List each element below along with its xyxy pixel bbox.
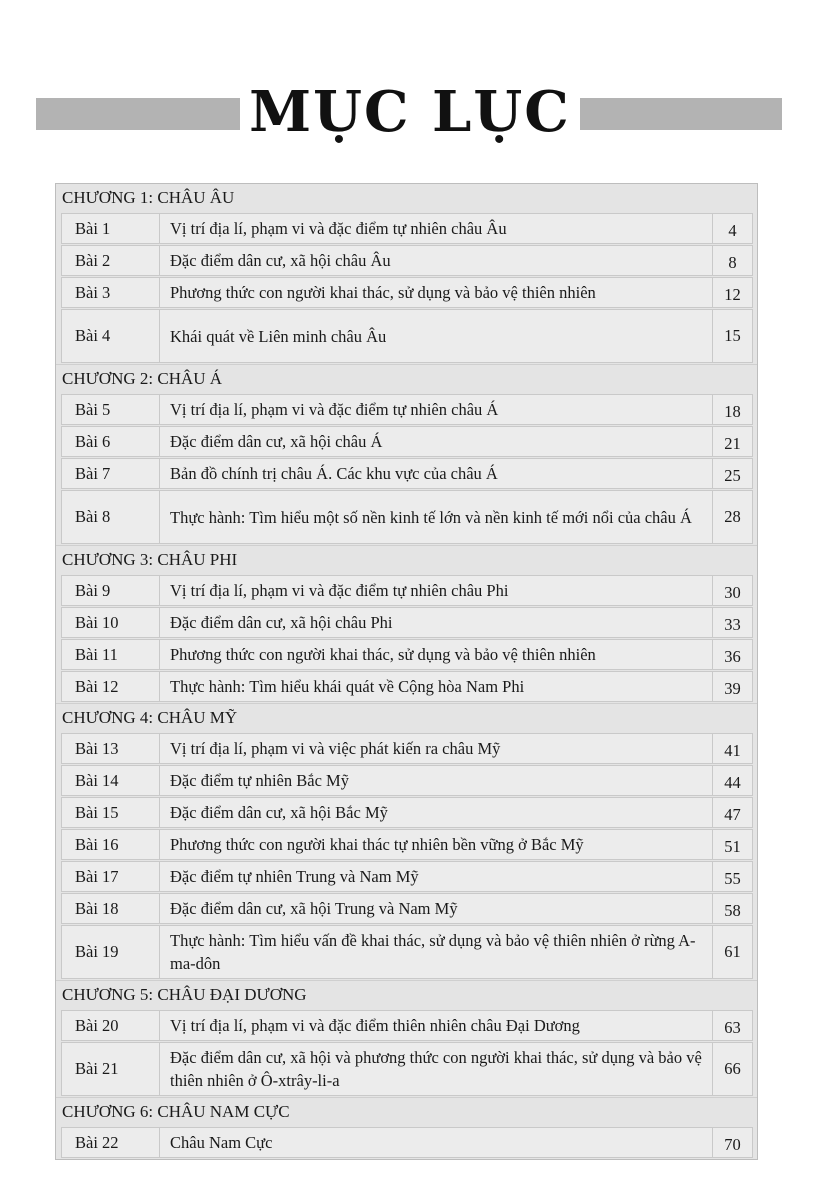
lesson-title: Phương thức con người khai thác, sử dụng và bảo vệ thiên nhiên xyxy=(170,283,596,302)
lesson-row xyxy=(61,309,753,363)
lesson-page: 58 xyxy=(712,894,752,923)
lesson-title: Đặc điểm dân cư, xã hội Trung và Nam Mỹ xyxy=(170,899,458,918)
lesson-label: Bài 9 xyxy=(62,576,160,605)
lesson-page: 28 xyxy=(712,491,752,543)
lesson-label: Bài 15 xyxy=(62,798,160,827)
lesson-page: 63 xyxy=(712,1011,752,1040)
lesson-label: Bài 14 xyxy=(62,766,160,795)
lesson-title: Đặc điểm dân cư, xã hội châu Âu xyxy=(170,251,391,270)
title-bar-right xyxy=(580,98,782,130)
lesson-row xyxy=(61,490,753,544)
lesson-title: Vị trí địa lí, phạm vi và đặc điểm thiên nhiên châu Đại Dương xyxy=(170,1016,580,1035)
lesson-title: Vị trí địa lí, phạm vi và việc phát kiến ra châu Mỹ xyxy=(170,739,501,758)
lesson-label: Bài 4 xyxy=(62,310,160,362)
lesson-label: Bài 20 xyxy=(62,1011,160,1040)
lesson-page: 41 xyxy=(712,734,752,763)
lesson-row xyxy=(61,213,753,244)
lesson-title: Vị trí địa lí, phạm vi và đặc điểm tự nhiên châu Phi xyxy=(170,581,509,600)
lesson-row xyxy=(61,861,753,892)
lesson-label: Bài 10 xyxy=(62,608,160,637)
lesson-label: Bài 2 xyxy=(62,246,160,275)
lesson-title: Khái quát về Liên minh châu Âu xyxy=(170,326,387,346)
lesson-page: 8 xyxy=(712,246,752,275)
page-title: MỤC LỤC xyxy=(249,79,571,145)
lesson-row xyxy=(61,277,753,308)
chapter-heading: CHƯƠNG 3: CHÂU PHI xyxy=(56,545,757,574)
chapter-heading: CHƯƠNG 2: CHÂU Á xyxy=(56,364,757,393)
lesson-title: Vị trí địa lí, phạm vi và đặc điểm tự nhiên châu Âu xyxy=(170,219,507,238)
lesson-page: 12 xyxy=(712,278,752,307)
chapter-heading: CHƯƠNG 4: CHÂU MỸ xyxy=(56,703,757,732)
lesson-label: Bài 19 xyxy=(62,926,160,978)
lesson-title: Vị trí địa lí, phạm vi và đặc điểm tự nhiên châu Á xyxy=(170,400,499,419)
lesson-page: 39 xyxy=(712,672,752,701)
lesson-page: 51 xyxy=(712,830,752,859)
lesson-label: Bài 17 xyxy=(62,862,160,891)
lesson-page: 21 xyxy=(712,427,752,456)
lesson-page: 61 xyxy=(712,926,752,978)
lesson-row xyxy=(61,458,753,489)
lesson-row xyxy=(61,671,753,702)
lesson-page: 47 xyxy=(712,798,752,827)
lesson-label: Bài 22 xyxy=(62,1128,160,1157)
lesson-page: 36 xyxy=(712,640,752,669)
lesson-row xyxy=(61,607,753,638)
lesson-page: 25 xyxy=(712,459,752,488)
lesson-title: Thực hành: Tìm hiểu một số nền kinh tế lớn và nền kinh tế mới nổi của châu Á xyxy=(170,507,692,527)
lesson-row xyxy=(61,829,753,860)
lesson-label: Bài 11 xyxy=(62,640,160,669)
table-of-contents xyxy=(55,183,758,1160)
lesson-page: 55 xyxy=(712,862,752,891)
lesson-row xyxy=(61,1127,753,1158)
lesson-row xyxy=(61,575,753,606)
lesson-title: Đặc điểm tự nhiên Bắc Mỹ xyxy=(170,771,349,790)
lesson-page: 33 xyxy=(712,608,752,637)
lesson-label: Bài 1 xyxy=(62,214,160,243)
title-bar-left xyxy=(36,98,240,130)
lesson-label: Bài 6 xyxy=(62,427,160,456)
lesson-row xyxy=(61,893,753,924)
lesson-title: Châu Nam Cực xyxy=(170,1133,273,1152)
lesson-row xyxy=(61,765,753,796)
lesson-row xyxy=(61,1010,753,1041)
lesson-page: 18 xyxy=(712,395,752,424)
lesson-label: Bài 13 xyxy=(62,734,160,763)
lesson-row xyxy=(61,394,753,425)
lesson-label: Bài 7 xyxy=(62,459,160,488)
lesson-title: Phương thức con người khai thác, sử dụng và bảo vệ thiên nhiên xyxy=(170,645,596,664)
lesson-row xyxy=(61,925,753,979)
lesson-page: 70 xyxy=(712,1128,752,1157)
lesson-label: Bài 3 xyxy=(62,278,160,307)
lesson-title: Đặc điểm dân cư, xã hội Bắc Mỹ xyxy=(170,803,388,822)
lesson-row xyxy=(61,797,753,828)
lesson-label: Bài 5 xyxy=(62,395,160,424)
lesson-title: Thực hành: Tìm hiểu vấn đề khai thác, sử dụng và bảo vệ thiên nhiên ở rừng A-ma-dôn xyxy=(170,931,696,973)
lesson-row xyxy=(61,733,753,764)
lesson-page: 4 xyxy=(712,214,752,243)
chapter-heading: CHƯƠNG 5: CHÂU ĐẠI DƯƠNG xyxy=(56,980,757,1009)
lesson-label: Bài 16 xyxy=(62,830,160,859)
lesson-title: Đặc điểm dân cư, xã hội châu Á xyxy=(170,432,383,451)
lesson-row xyxy=(61,1042,753,1096)
chapter-heading: CHƯƠNG 6: CHÂU NAM CỰC xyxy=(56,1097,757,1126)
lesson-page: 15 xyxy=(712,310,752,362)
lesson-row xyxy=(61,426,753,457)
lesson-title: Đặc điểm dân cư, xã hội châu Phi xyxy=(170,613,393,632)
lesson-title: Thực hành: Tìm hiểu khái quát về Cộng hòa Nam Phi xyxy=(170,677,525,696)
lesson-title: Phương thức con người khai thác tự nhiên bền vững ở Bắc Mỹ xyxy=(170,835,584,854)
lesson-label: Bài 18 xyxy=(62,894,160,923)
lesson-row xyxy=(61,639,753,670)
lesson-page: 66 xyxy=(712,1043,752,1095)
lesson-label: Bài 21 xyxy=(62,1043,160,1095)
lesson-title: Đặc điểm dân cư, xã hội và phương thức con người khai thác, sử dụng và bảo vệ thiên nhiên ở Ô-xtrây-li-a xyxy=(170,1048,702,1090)
lesson-row xyxy=(61,245,753,276)
lesson-page: 30 xyxy=(712,576,752,605)
lesson-title: Bản đồ chính trị châu Á. Các khu vực của châu Á xyxy=(170,464,498,483)
lesson-title: Đặc điểm tự nhiên Trung và Nam Mỹ xyxy=(170,867,419,886)
lesson-label: Bài 8 xyxy=(62,491,160,543)
lesson-label: Bài 12 xyxy=(62,672,160,701)
chapter-heading: CHƯƠNG 1: CHÂU ÂU xyxy=(62,188,235,207)
lesson-page: 44 xyxy=(712,766,752,795)
